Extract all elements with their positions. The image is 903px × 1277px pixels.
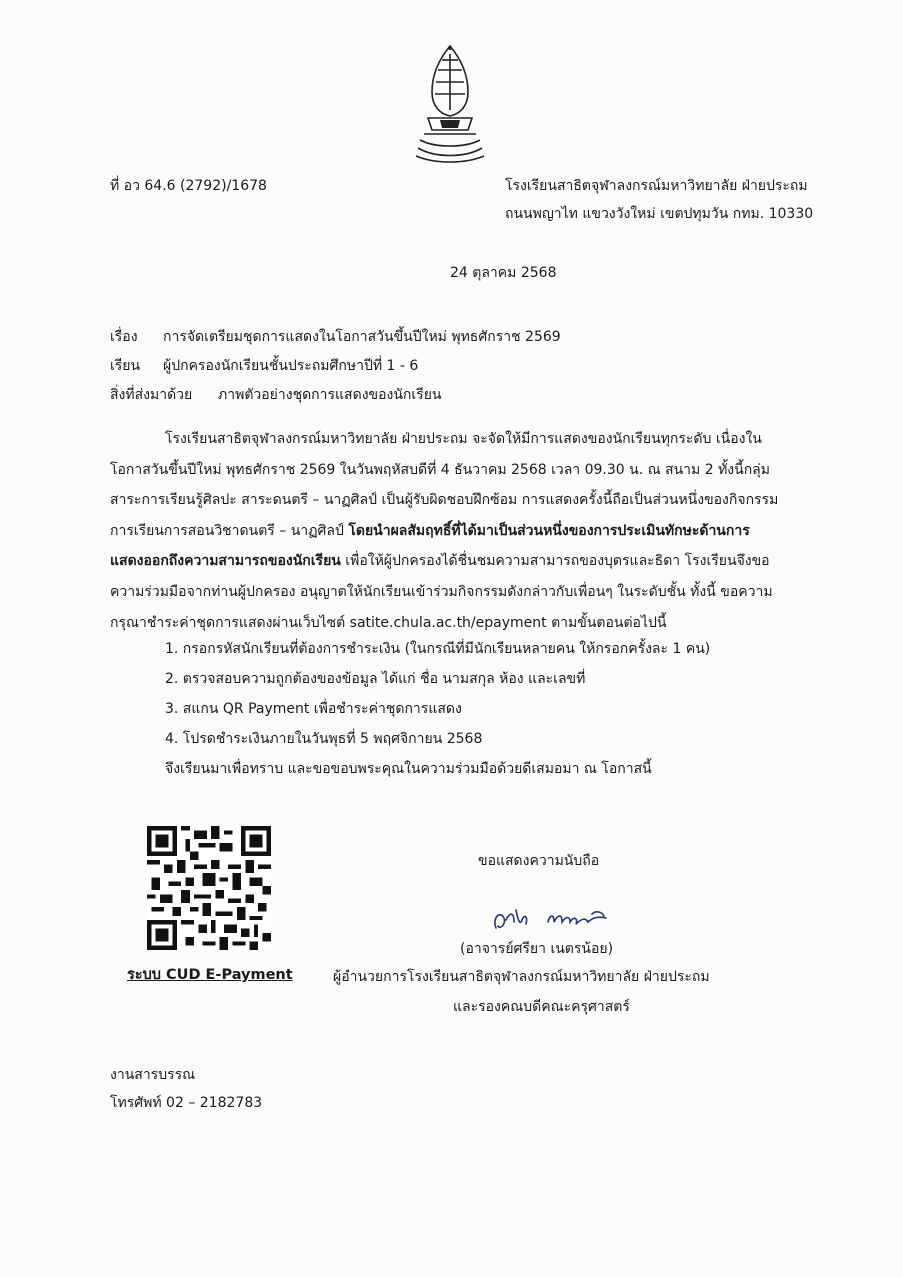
attachment-label: สิ่งที่ส่งมาด้วย bbox=[110, 387, 193, 403]
body-line-4-text: การเรียนการสอนวิชาดนตรี – นาฏศิลป์ bbox=[110, 522, 349, 539]
chula-seal-icon bbox=[410, 40, 490, 165]
payment-steps bbox=[165, 634, 710, 784]
body-line-7: กรุณาชำระค่าชุดการแสดงผ่านเว็บไซต์ satite.chula.ac.th/epayment ตามขั้นตอนต่อไปนี้ bbox=[110, 614, 667, 631]
footer-phone: โทรศัพท์ 02 – 2182783 bbox=[110, 1095, 263, 1111]
body-paragraph bbox=[110, 424, 800, 638]
step-item: 1. กรอกรหัสนักเรียนที่ต้องการชำระเงิน (ในกรณีที่มีนักเรียนหลายคน ให้กรอกครั้งละ 1 คน) bbox=[165, 641, 711, 657]
body-line-1: โรงเรียนสาธิตจุฬาลงกรณ์มหาวิทยาลัย ฝ่ายประถม จะจัดให้มีการแสดงของนักเรียนทุกระดับ เนื่องใน bbox=[165, 431, 762, 447]
subject-text: การจัดเตรียมชุดการแสดงในโอกาสวันขึ้นปีใหม่ พุทธศักราช 2569 bbox=[163, 329, 561, 345]
body-line-4-bold: โดยนำผลสัมฤทธิ์ที่ได้มาเป็นส่วนหนึ่งของการประเมินทักษะด้านการ bbox=[348, 522, 750, 539]
step-item: 3. สแกน QR Payment เพื่อชำระค่าชุดการแสดง bbox=[165, 701, 462, 717]
school-name: โรงเรียนสาธิตจุฬาลงกรณ์มหาวิทยาลัย ฝ่ายประถม bbox=[505, 178, 808, 194]
qr-code-icon[interactable] bbox=[147, 826, 271, 950]
step-item: 4. โปรดชำระเงินภายในวันพุธที่ 5 พฤศจิกายน 2568 bbox=[165, 731, 483, 747]
to-label: เรียน bbox=[110, 358, 141, 374]
regards-text: ขอแสดงความนับถือ bbox=[478, 853, 600, 869]
signer-name: (อาจารย์ศรียา เนตรน้อย) bbox=[460, 941, 614, 957]
body-line-5 bbox=[110, 546, 800, 577]
footer-department: งานสารบรรณ bbox=[110, 1067, 196, 1083]
reference-number: ที่ อว 64.6 (2792)/1678 bbox=[110, 178, 267, 194]
letter-date: 24 ตุลาคม 2568 bbox=[450, 265, 557, 281]
signer-position-1: ผู้อำนวยการโรงเรียนสาธิตจุฬาลงกรณ์มหาวิทยาลัย ฝ่ายประถม bbox=[333, 969, 710, 985]
qr-caption: ระบบ CUD E-Payment bbox=[127, 967, 293, 983]
signer-position-2: และรองคณบดีคณะครุศาสตร์ bbox=[453, 999, 630, 1015]
school-address: ถนนพญาไท แขวงวังใหม่ เขตปทุมวัน กทม. 10330 bbox=[505, 206, 814, 222]
body-line-3: สาระการเรียนรู้ศิลปะ สาระดนตรี – นาฏศิลป์ เป็นผู้รับผิดชอบฝึกซ้อม การแสดงครั้งนี้ถือเป็นส่วนหนึ่งของกิจกรรม bbox=[110, 492, 779, 509]
body-line-5-text: เพื่อให้ผู้ปกครองได้ชื่นชมความสามารถของบุตรและธิดา โรงเรียนจึงขอ bbox=[340, 553, 770, 570]
closing-text: จึงเรียนมาเพื่อทราบ และขอขอบพระคุณในความร่วมมือด้วยดีเสมอมา ณ โอกาสนี้ bbox=[165, 761, 652, 777]
attachment-text: ภาพตัวอย่างชุดการแสดงของนักเรียน bbox=[218, 387, 442, 403]
to-text: ผู้ปกครองนักเรียนชั้นประถมศึกษาปีที่ 1 - 6 bbox=[163, 358, 419, 374]
body-line-4 bbox=[110, 516, 800, 547]
body-line-2: โอกาสวันขึ้นปีใหม่ พุทธศักราช 2569 ในวันพฤหัสบดีที่ 4 ธันวาคม 2568 เวลา 09.30 น. ณ สนาม 2 ทั้งนี้กลุ่ม bbox=[110, 461, 770, 478]
subject-label: เรื่อง bbox=[110, 329, 138, 345]
step-item: 2. ตรวจสอบความถูกต้องของข้อมูล ได้แก่ ชื่อ นามสกุล ห้อง และเลขที่ bbox=[165, 671, 586, 687]
body-line-5-bold: แสดงออกถึงความสามารถของนักเรียน bbox=[110, 553, 341, 570]
signature-icon bbox=[488, 900, 623, 936]
body-line-6: ความร่วมมือจากท่านผู้ปกครอง อนุญาตให้นักเรียนเข้าร่วมกิจกรรมดังกล่าวกับเพื่อนๆ ในระดับชั้น ทั้งนี้ ขอความ bbox=[110, 583, 773, 600]
